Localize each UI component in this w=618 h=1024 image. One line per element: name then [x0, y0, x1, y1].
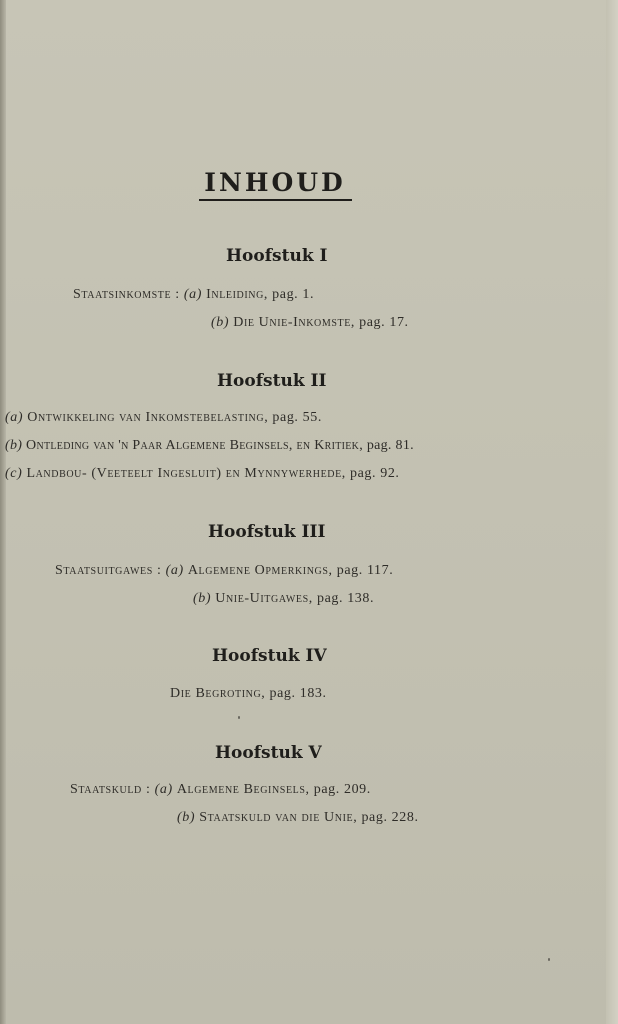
entry-lead: Staatsinkomste : — [73, 287, 180, 302]
entry-page: pag. 81. — [366, 438, 414, 453]
entry-page: pag. 117. — [336, 563, 394, 578]
title-underline — [199, 199, 352, 201]
entry-text: Die Unie-Inkomste, — [233, 315, 356, 330]
entry-text: Die Begroting, — [170, 686, 266, 701]
toc-entry — [5, 438, 414, 454]
entry-text: Algemene Opmerkings, — [187, 563, 333, 578]
entry-text: Staatskuld van die Unie, — [199, 810, 358, 825]
entry-marker: (c) — [5, 466, 23, 481]
entry-marker: (a) — [183, 287, 202, 302]
entry-text: Inleiding, — [206, 287, 269, 302]
entry-page: pag. 228. — [361, 810, 419, 825]
book-gutter-shadow — [0, 0, 6, 1024]
entry-marker: (b) — [5, 438, 23, 453]
entry-lead: Staatskuld : — [70, 782, 151, 797]
toc-entry — [73, 287, 314, 303]
entry-page: pag. 138. — [316, 591, 375, 606]
toc-entry — [211, 315, 409, 331]
entry-page: pag. 92. — [350, 466, 400, 481]
entry-marker: (a) — [154, 782, 173, 797]
toc-entry — [170, 686, 327, 702]
chapter-heading-5: Hoofstuk V — [215, 743, 322, 763]
entry-marker: (b) — [177, 810, 196, 825]
toc-entry — [5, 410, 322, 426]
entry-lead: Staatsuitgawes : — [55, 563, 162, 578]
chapter-heading-3: Hoofstuk III — [208, 522, 326, 542]
entry-page: pag. 55. — [272, 410, 322, 425]
entry-page: pag. 17. — [359, 315, 409, 330]
entry-text: Ontleding van 'n Paar Algemene Beginsels, en Kritiek, — [26, 438, 363, 453]
entry-page: pag. 209. — [313, 782, 371, 797]
paper-speck — [238, 716, 240, 719]
chapter-heading-1: Hoofstuk I — [226, 246, 328, 266]
entry-text: Landbou- (Veeteelt Ingesluit) en Mynnywerhede, — [26, 466, 346, 481]
toc-entry — [193, 591, 374, 607]
page-title: INHOUD — [204, 168, 346, 197]
chapter-heading-4: Hoofstuk IV — [212, 646, 327, 666]
entry-text: Unie-Uitgawes, — [215, 591, 313, 606]
entry-text: Algemene Beginsels, — [176, 782, 310, 797]
entry-marker: (a) — [5, 410, 24, 425]
paper-speck — [548, 958, 550, 961]
entry-text: Ontwikkeling van Inkomstebelasting, — [27, 410, 269, 425]
entry-marker: (a) — [165, 563, 184, 578]
entry-marker: (b) — [193, 591, 212, 606]
entry-marker: (b) — [211, 315, 230, 330]
toc-entry — [55, 563, 393, 579]
toc-entry — [70, 782, 371, 798]
toc-entry — [177, 810, 419, 826]
chapter-heading-2: Hoofstuk II — [217, 371, 327, 391]
entry-page: pag. 183. — [269, 686, 327, 701]
entry-page: pag. 1. — [272, 287, 315, 302]
page-edge — [606, 0, 618, 1024]
toc-entry — [5, 466, 400, 482]
